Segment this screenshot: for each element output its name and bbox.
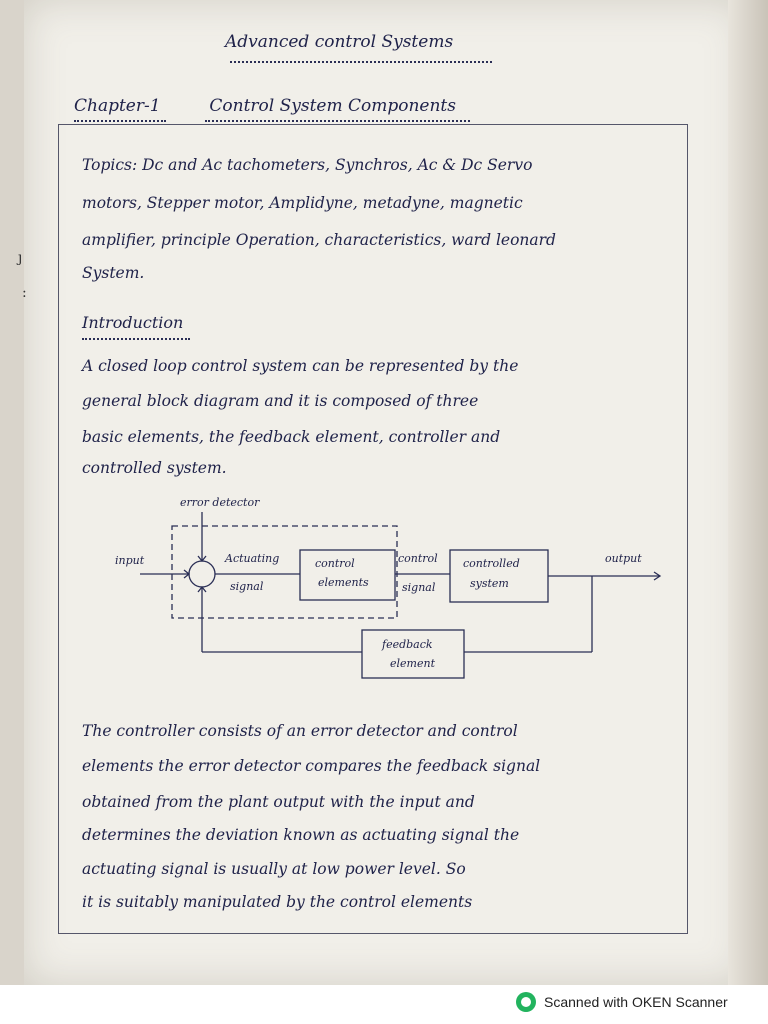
topics-line: System. xyxy=(82,264,145,282)
scanner-logo-icon xyxy=(516,992,536,1012)
controller-boundary xyxy=(172,526,397,618)
control-signal-label: signal xyxy=(402,581,436,594)
feedback-element-label: element xyxy=(390,657,435,670)
intro-underline xyxy=(82,338,190,340)
body-line: obtained from the plant output with the input and xyxy=(82,793,475,811)
intro-line: general block diagram and it is composed of three xyxy=(82,392,479,410)
error-detector-label: error detector xyxy=(180,496,260,509)
body-line: it is suitably manipulated by the control elements xyxy=(82,893,473,911)
input-label: input xyxy=(115,554,145,567)
block-diagram xyxy=(100,490,680,690)
controlled-system-label: system xyxy=(470,577,509,590)
body-line: determines the deviation known as actuating signal the xyxy=(82,826,520,844)
control-elements-label: control xyxy=(315,557,355,570)
chapter-label: Chapter-1 xyxy=(74,96,161,116)
control-elements-label: elements xyxy=(318,576,369,589)
output-label: output xyxy=(605,552,642,565)
intro-line: A closed loop control system can be represented by the xyxy=(82,357,519,375)
topics-line: motors, Stepper motor, Amplidyne, metadyne, magnetic xyxy=(82,194,523,212)
topics-line: Topics: Dc and Ac tachometers, Synchros, Ac & Dc Servo xyxy=(82,156,533,174)
intro-line: controlled system. xyxy=(82,459,227,477)
chapter-heading xyxy=(74,96,456,116)
page-edge xyxy=(728,0,768,985)
body-line: actuating signal is usually at low power level. So xyxy=(82,860,466,878)
body-line: elements the error detector compares the feedback signal xyxy=(82,757,541,775)
actuating-label: Actuating xyxy=(225,552,280,565)
scanner-label: Scanned with OKEN Scanner xyxy=(544,994,728,1010)
intro-line: basic elements, the feedback element, controller and xyxy=(82,428,501,446)
margin-mark: ȷ xyxy=(18,250,23,266)
controlled-system-label: controlled xyxy=(463,557,520,570)
summing-junction xyxy=(189,561,215,587)
margin-mark: : xyxy=(22,285,27,301)
page-title: Advanced control Systems xyxy=(225,32,454,52)
chapter-underline xyxy=(205,120,470,122)
title-underline xyxy=(230,58,492,63)
body-line: The controller consists of an error detector and control xyxy=(82,722,518,740)
chapter-title: Control System Components xyxy=(209,96,456,116)
scanner-watermark xyxy=(516,991,728,1013)
topics-line: amplifier, principle Operation, characteristics, ward leonard xyxy=(82,231,556,249)
control-signal-label: control xyxy=(398,552,438,565)
intro-heading: Introduction xyxy=(82,313,184,332)
chapter-underline xyxy=(74,120,166,122)
feedback-element-label: feedback xyxy=(382,638,433,651)
actuating-signal-label: signal xyxy=(230,580,264,593)
